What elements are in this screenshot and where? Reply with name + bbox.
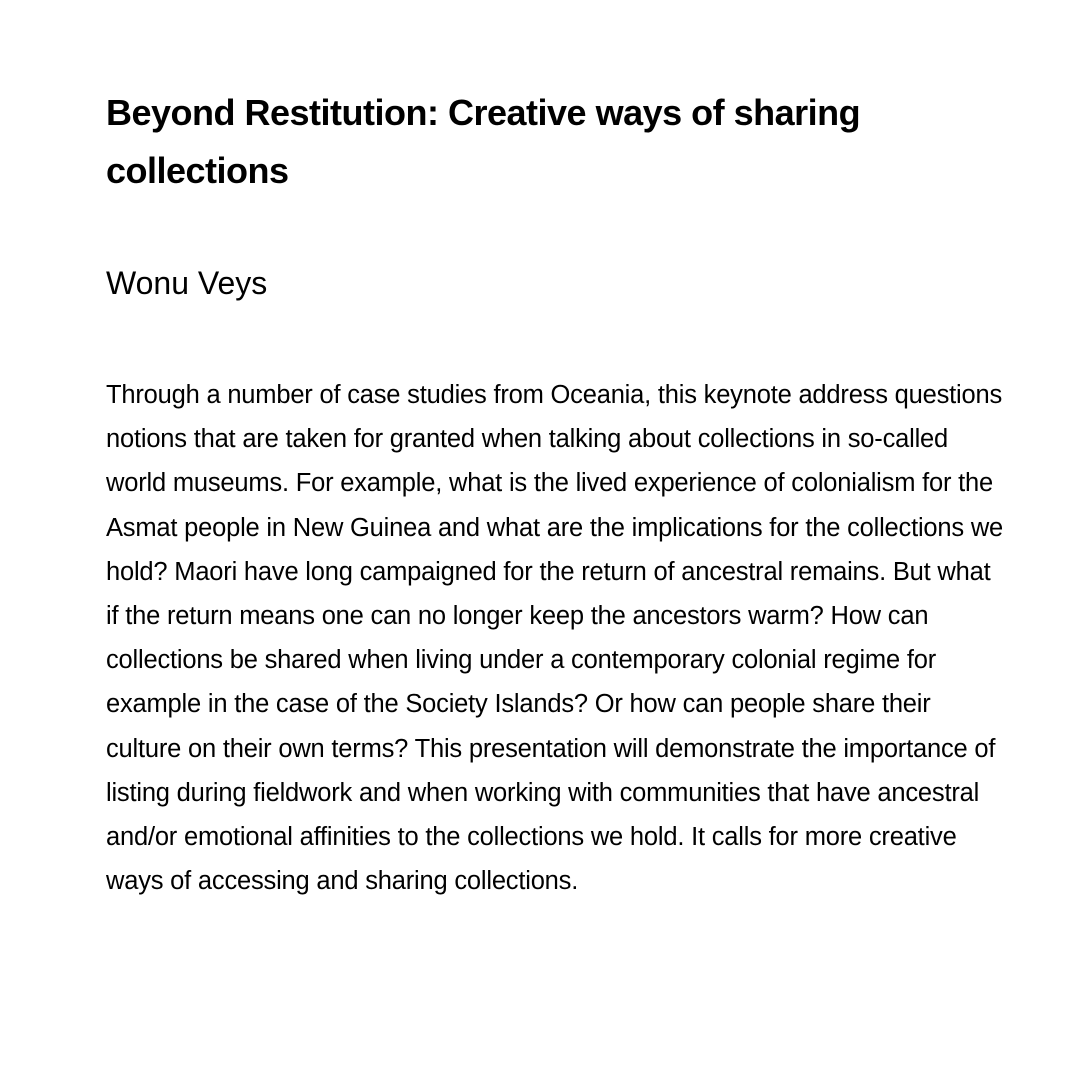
abstract-paragraph: Through a number of case studies from Oceania, this keynote address questions notions that are taken for granted when talking about collections in so-called world museums. For example, what is the lived experience of colonialism for the Asmat people in New Guinea and what are the implications for the collections we hold? Maori have long campaigned for the return of ancestral remains. But what if the return means one can no longer keep the ancestors warm? How can collections be shared when living under a contemporary colonial regime for example in the case of the Society Islands? Or how can people share their culture on their own terms? This presentation will demonstrate the importance of listing during fieldwork and when working with communities that have ancestral and/or emotional affinities to the collections we hold. It calls for more creative ways of accessing and sharing collections. bbox=[106, 381, 1004, 896]
document-title: Beyond Restitution: Creative ways of sharing collections bbox=[106, 92, 861, 191]
author-name: Wonu Veys bbox=[106, 265, 268, 301]
